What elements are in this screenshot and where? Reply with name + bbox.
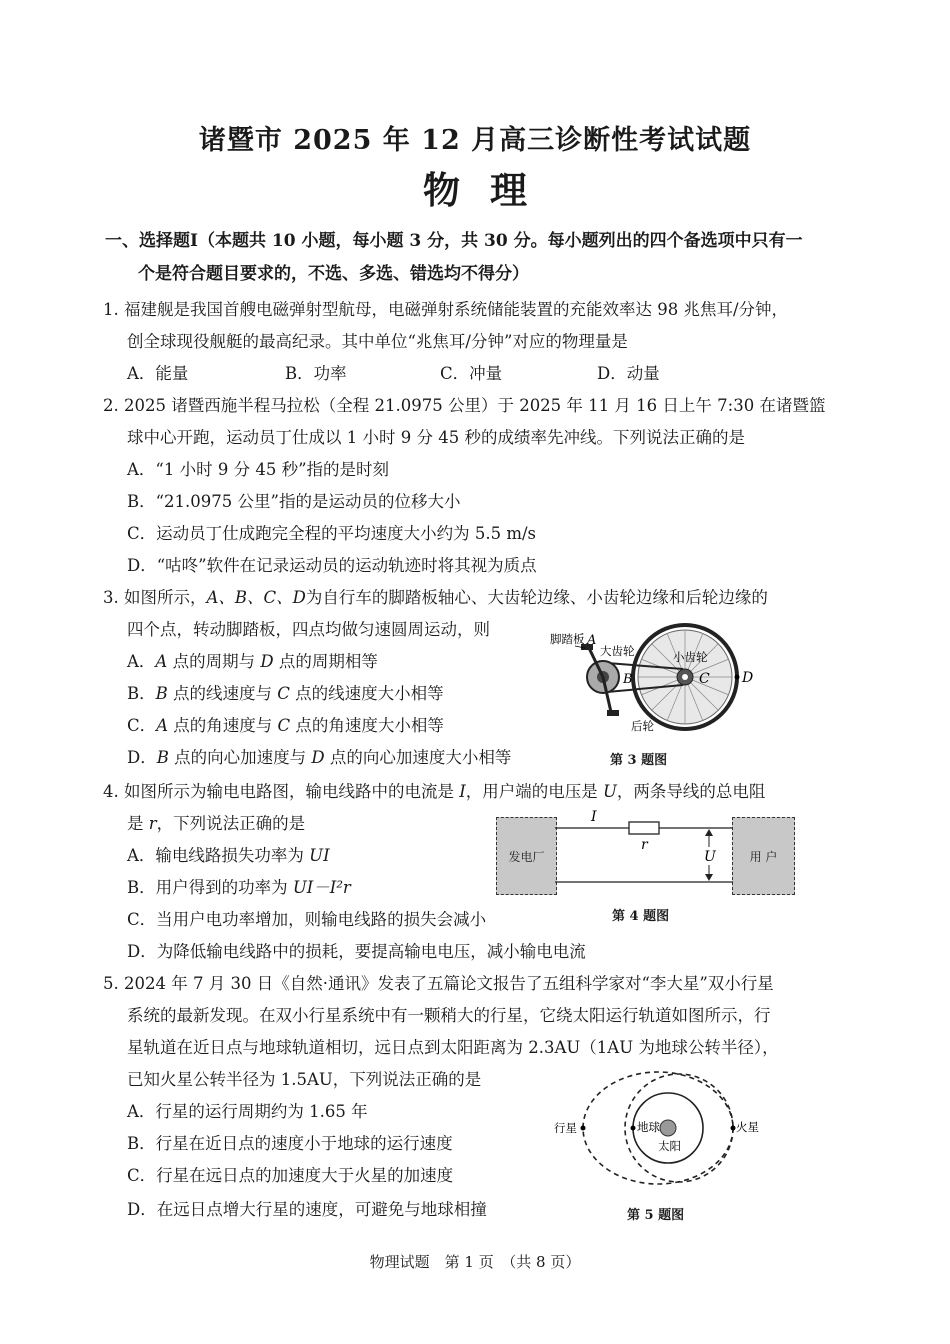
pedal-bottom: [607, 710, 619, 716]
label-resistance-r: r: [641, 837, 648, 853]
q5-line4: 已知火星公转半径为 1.5AU，下列说法正确的是: [127, 1070, 482, 1089]
q3-figure-caption: 第 3 题图: [610, 753, 668, 768]
power-plant-box: 发电厂: [496, 817, 557, 895]
planet-dot: [581, 1126, 586, 1131]
label-sun: 太阳: [658, 1139, 681, 1153]
section-heading-line1: 一、选择题Ⅰ（本题共 10 小题，每小题 3 分，共 30 分。每小题列出的四个备选项中只有一: [105, 231, 803, 251]
q3-line1: 3. 如图所示，A、B、C、D为自行车的脚踏板轴心、大齿轮边缘、小齿轮边缘和后轮边缘的: [103, 588, 768, 607]
orbit-figure: [550, 1068, 770, 1198]
q4-option-a: A．输电线路损失功率为 UI: [127, 846, 330, 865]
subject-title: 物理: [423, 168, 557, 212]
label-voltage-u: U: [704, 849, 716, 865]
q2-option-a: A．“1 小时 9 分 45 秒”指的是时刻: [127, 460, 390, 479]
q2-option-c: C．运动员丁仕成跑完全程的平均速度大小约为 5.5 m/s: [127, 524, 537, 543]
q5-option-d: D．在远日点增大行星的速度，可避免与地球相撞: [127, 1200, 487, 1219]
q1-option-a: A．能量: [127, 364, 189, 383]
exam-title: 诸暨市 2025 年 12 月高三诊断性考试试题: [198, 125, 752, 156]
mars-dot: [731, 1126, 736, 1131]
q5-line3: 星轨道在近日点与地球轨道相切，远日点到太阳距离为 2.3AU（1AU 为地球公转半径），: [127, 1038, 779, 1057]
q4-option-c: C．当用户电功率增加，则输电线路的损失会减小: [127, 910, 487, 929]
label-pedal: 脚踏板: [550, 632, 585, 646]
q3-line2: 四个点，转动脚踏板，四点均做匀速圆周运动，则: [127, 620, 490, 639]
label-a: A: [587, 633, 597, 648]
rear-hub: [682, 674, 688, 680]
q5-option-a: A．行星的运行周期约为 1.65 年: [127, 1102, 368, 1121]
q5-line1: 5. 2024 年 7 月 30 日《自然·通讯》发表了五篇论文报告了五组科学家对“李大星”双小行星: [103, 974, 774, 993]
label-small-gear: 小齿轮: [673, 650, 708, 664]
page-footer: 物理试题 第 1 页 （共 8 页）: [369, 1253, 581, 1271]
q3-option-b: B．B 点的线速度与 C 点的线速度大小相等: [127, 684, 444, 703]
label-planet: 行星: [554, 1121, 577, 1135]
q4-option-b: B．用户得到的功率为 UI－I²r: [127, 878, 351, 897]
q2-line1: 2. 2025 诸暨西施半程马拉松（全程 21.0975 公里）于 2025 年 11 月 16 日上午 7:30 在诸暨篮: [103, 396, 826, 415]
label-b: B: [623, 672, 633, 687]
section-heading-line2: 个是符合题目要求的，不选、多选、错选均不得分）: [138, 264, 529, 284]
user-box: 用 户: [732, 817, 795, 895]
earth-dot: [631, 1126, 636, 1131]
q5-option-c: C．行星在远日点的加速度大于火星的加速度: [127, 1166, 454, 1185]
label-big-gear: 大齿轮: [600, 644, 635, 658]
q3-option-d: D．B 点的向心加速度与 D 点的向心加速度大小相等: [127, 748, 512, 767]
q4-line1: 4. 如图所示为输电电路图，输电线路中的电流是 I，用户端的电压是 U，两条导线的总电阻: [103, 782, 766, 801]
label-c: C: [699, 671, 710, 687]
circuit-wires: [555, 805, 733, 900]
q1-option-d: D．动量: [597, 364, 660, 383]
q1-line2: 创全球现役舰艇的最高纪录。其中单位“兆焦耳/分钟”对应的物理量是: [127, 332, 628, 351]
q1-line1: 1. 福建舰是我国首艘电磁弹射型航母，电磁弹射系统储能装置的充能效率达 98 兆焦耳/分钟，: [103, 300, 789, 319]
q5-figure-caption: 第 5 题图: [627, 1208, 685, 1223]
q1-option-c: C．冲量: [440, 364, 503, 383]
resistor-r: [629, 822, 659, 834]
q2-line2: 球中心开跑，运动员丁仕成以 1 小时 9 分 45 秒的成绩率先冲线。下列说法正确的是: [127, 428, 745, 447]
bicycle-figure: [545, 620, 775, 740]
label-rear-wheel: 后轮: [631, 719, 654, 733]
q2-option-d: D．“咕咚”软件在记录运动员的运动轨迹时将其视为质点: [127, 556, 537, 575]
q2-option-b: B．“21.0975 公里”指的是运动员的位移大小: [127, 492, 461, 511]
q3-option-a: A．A 点的周期与 D 点的周期相等: [127, 652, 378, 671]
q4-line2: 是 r，下列说法正确的是: [127, 814, 306, 833]
sun: [660, 1120, 676, 1136]
label-mars: 火星: [736, 1120, 759, 1134]
point-d-dot: [735, 675, 740, 680]
q5-line2: 系统的最新发现。在双小行星系统中有一颗稍大的行星，它绕太阳运行轨道如图所示，行: [127, 1006, 771, 1025]
label-earth: 地球: [637, 1120, 660, 1134]
q4-figure-caption: 第 4 题图: [612, 909, 670, 924]
label-current-i: I: [591, 809, 597, 825]
q1-option-b: B．功率: [285, 364, 347, 383]
label-d: D: [742, 670, 754, 686]
q4-option-d: D．为降低输电线路中的损耗，要提高输电电压，减小输电电流: [127, 942, 586, 961]
q3-option-c: C．A 点的角速度与 C 点的角速度大小相等: [127, 716, 444, 735]
q5-option-b: B．行星在近日点的速度小于地球的运行速度: [127, 1134, 453, 1153]
